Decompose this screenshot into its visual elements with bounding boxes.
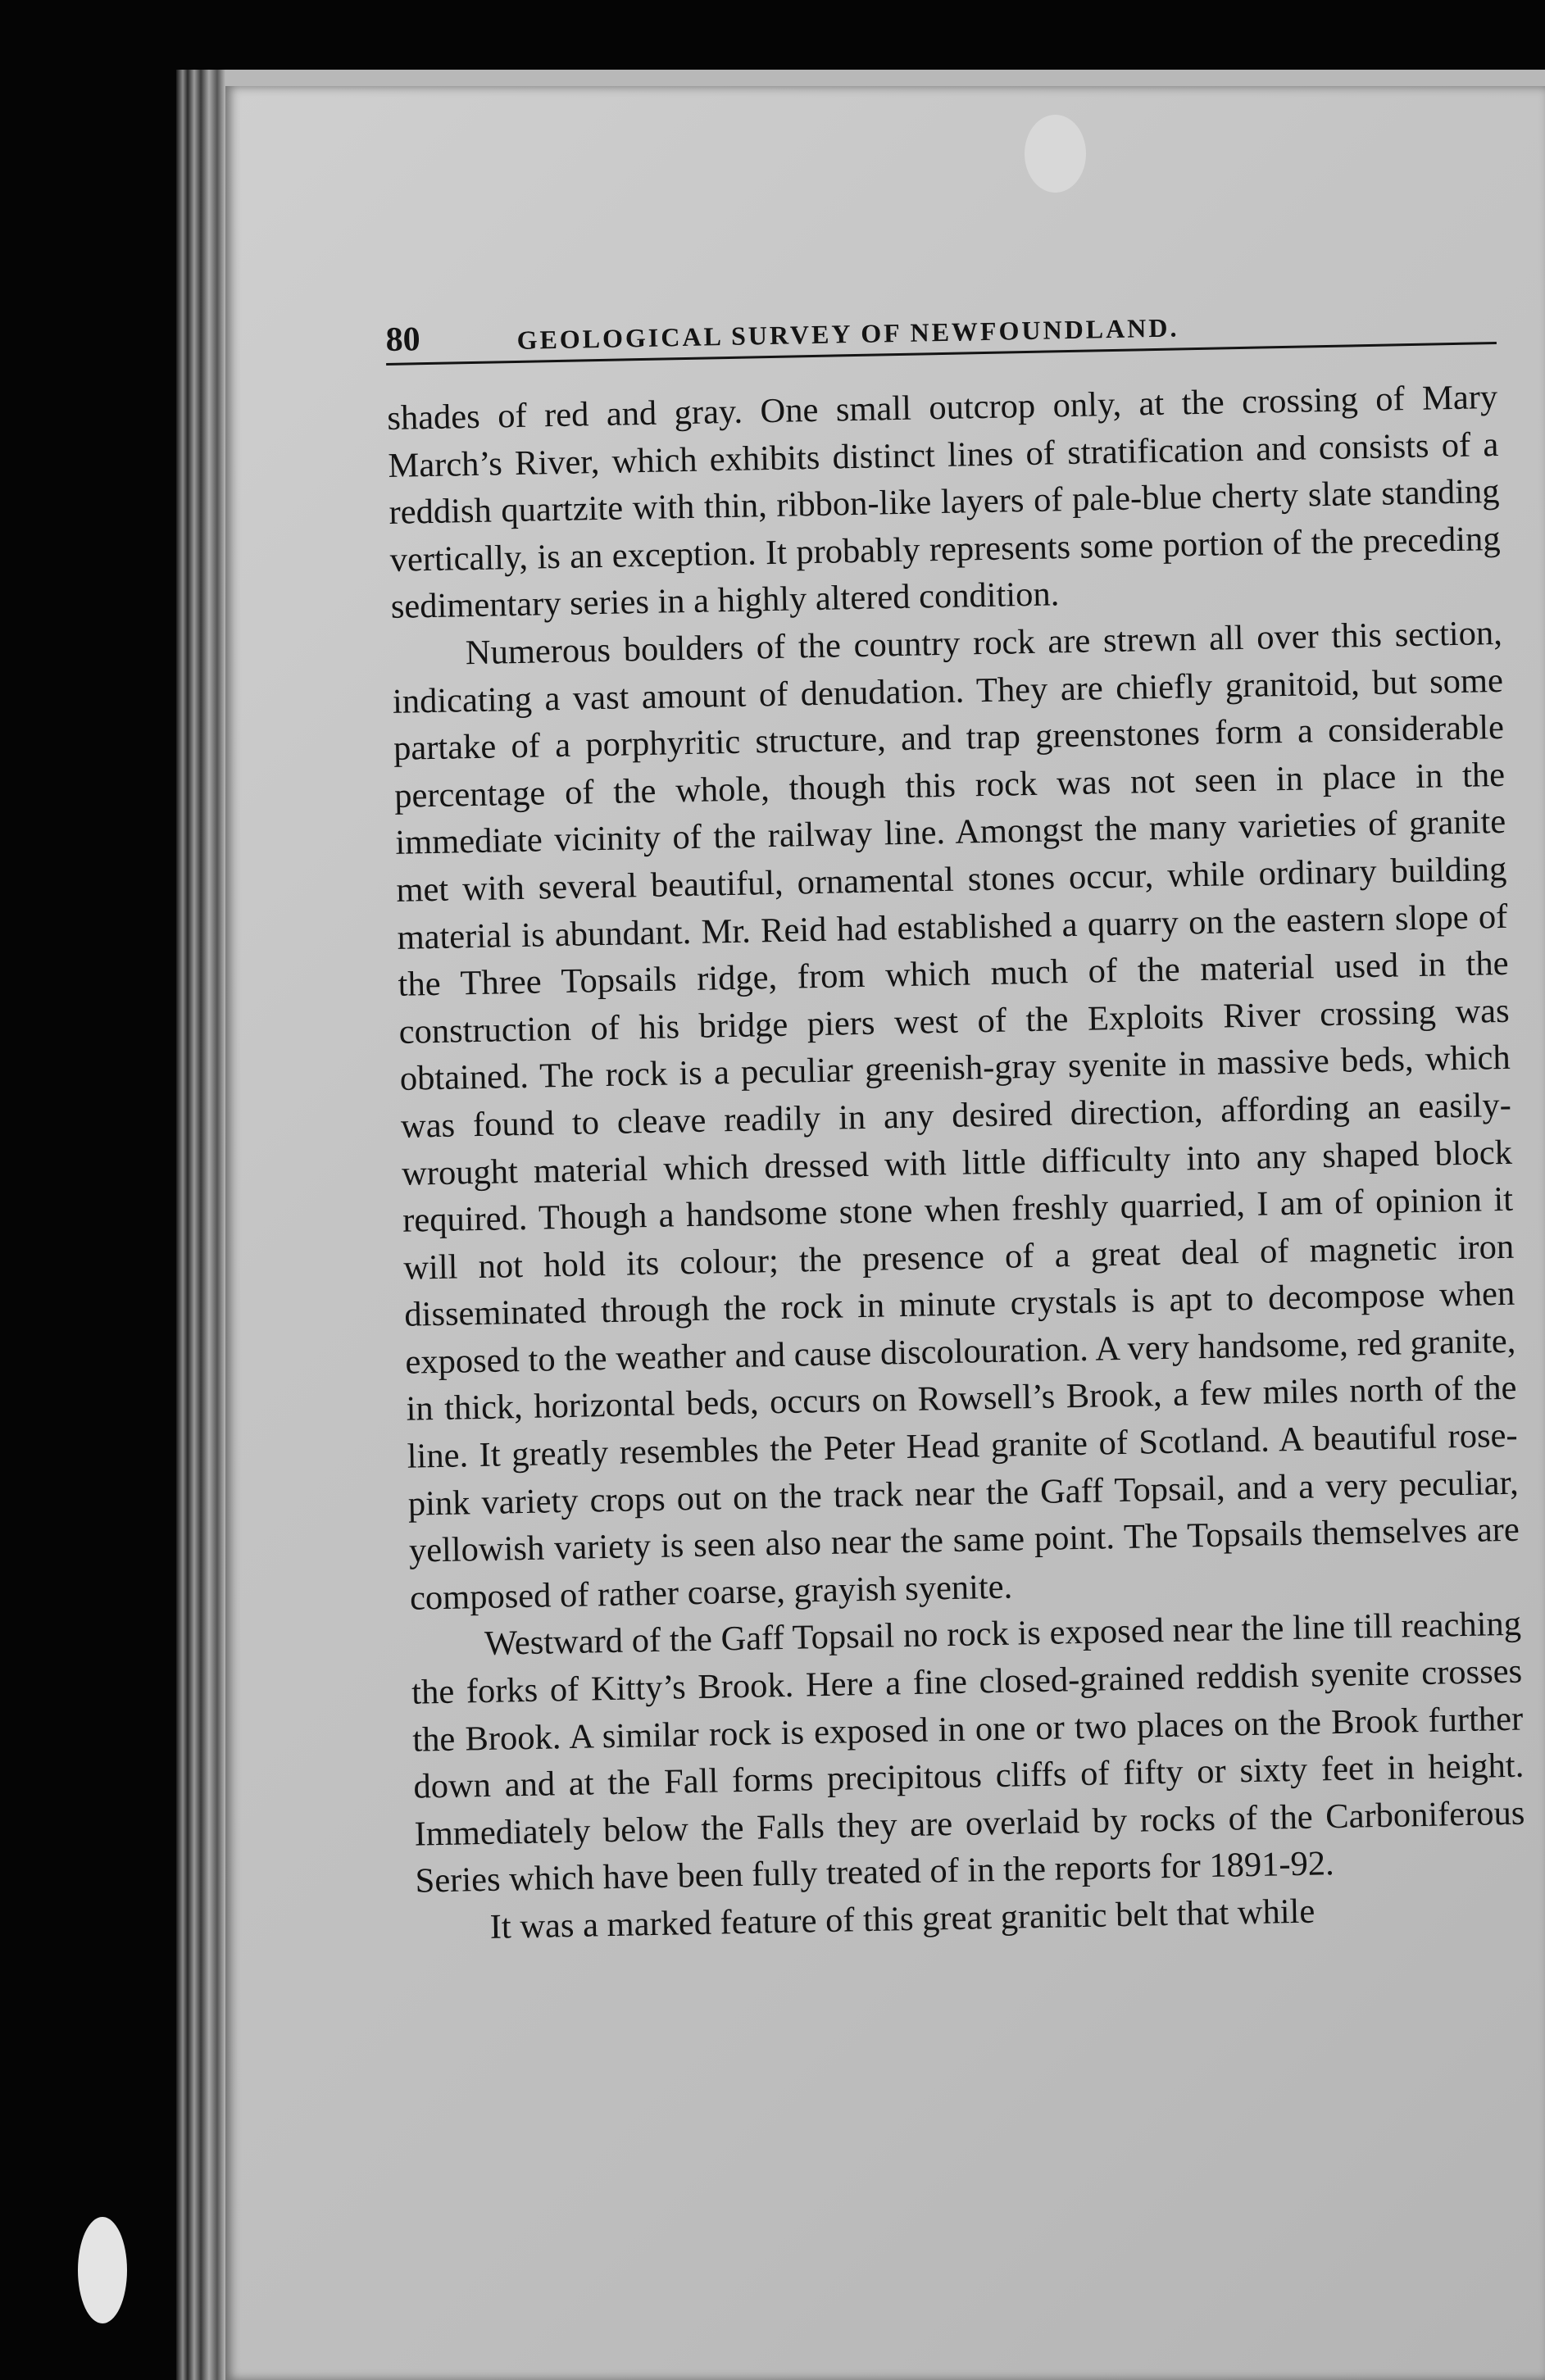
body-text <box>387 374 1527 1952</box>
running-head: GEOLOGICAL SURVEY OF NEWFOUNDLAND. <box>516 312 1179 355</box>
paper-blemish <box>1025 115 1086 193</box>
paper-blemish <box>78 2217 127 2323</box>
paragraph: shades of red and gray. One small outcrop only, at the crossing of Mary March’s River, which exhibits distinct lines of stratification and consists of a reddish quartzite with thin, ribbon-like layers of pale-blue cherty slate standing vertically, is an exception. It probably represents some portion of the preceding sedimentary series in a highly altered condition. <box>386 377 1501 627</box>
page-number: 80 <box>385 320 421 359</box>
paragraph: Numerous boulders of the country rock are strewn all over this section, indicating a vast amount of denudation. They are chiefly granitoid, but some partake of a porphyritic structure, and trap greenstones form a considerable percentage of the whole, though this rock was not seen in place in the immediate vicinity of the railway line. Amongst the many varieties of granite met with several beautiful, ornamental stones occur, while ordinary building material is abundant. Mr. Reid had established a quarry on the eastern slope of the Three Topsails ridge, from which much of the material used in the construction of his bridge piers west of the Exploits River crossing was obtained. The rock is a peculiar greenish-gray syenite in massive beds, which was found to cleave readily in any desired direction, affording an easily-wrought material which dressed with little difficulty into any shaped block required. Though a handsome stone when freshly quarried, I am of opinion it will not hold its colour; the presence of a great deal of magnetic iron disseminated through the rock in minute crystals is apt to decompose when exposed to the weather and cause discolouration. A very handsome, red granite, in thick, horizontal beds, occurs on Rowsell’s Brook, a few miles north of the line. It greatly resembles the Peter Head granite of Scotland. A beautiful rose-pink variety crops out on the track near the Gaff Topsail, and a very peculiar, yellowish variety is seen also near the same point. The Topsails themselves are composed of rather coarse, grayish syenite. <box>392 613 1520 1618</box>
paragraph: Westward of the Gaff Topsail no rock is exposed near the line till reaching the forks of Kitty’s Brook. Here a fine closed-grained reddish syenite crosses the Brook. A similar rock is exposed in one or two places on the Brook further down and at the Fall forms precipitous cliffs of fifty or sixty feet in height. Immediately below the Falls they are overlaid by rocks of the Carboniferous Series which have been fully treated of in the reports for 1891-92. <box>411 1605 1525 1901</box>
page-content <box>385 294 1527 1952</box>
paragraph: It was a marked feature of this great granitic belt that while <box>489 1892 1316 1946</box>
